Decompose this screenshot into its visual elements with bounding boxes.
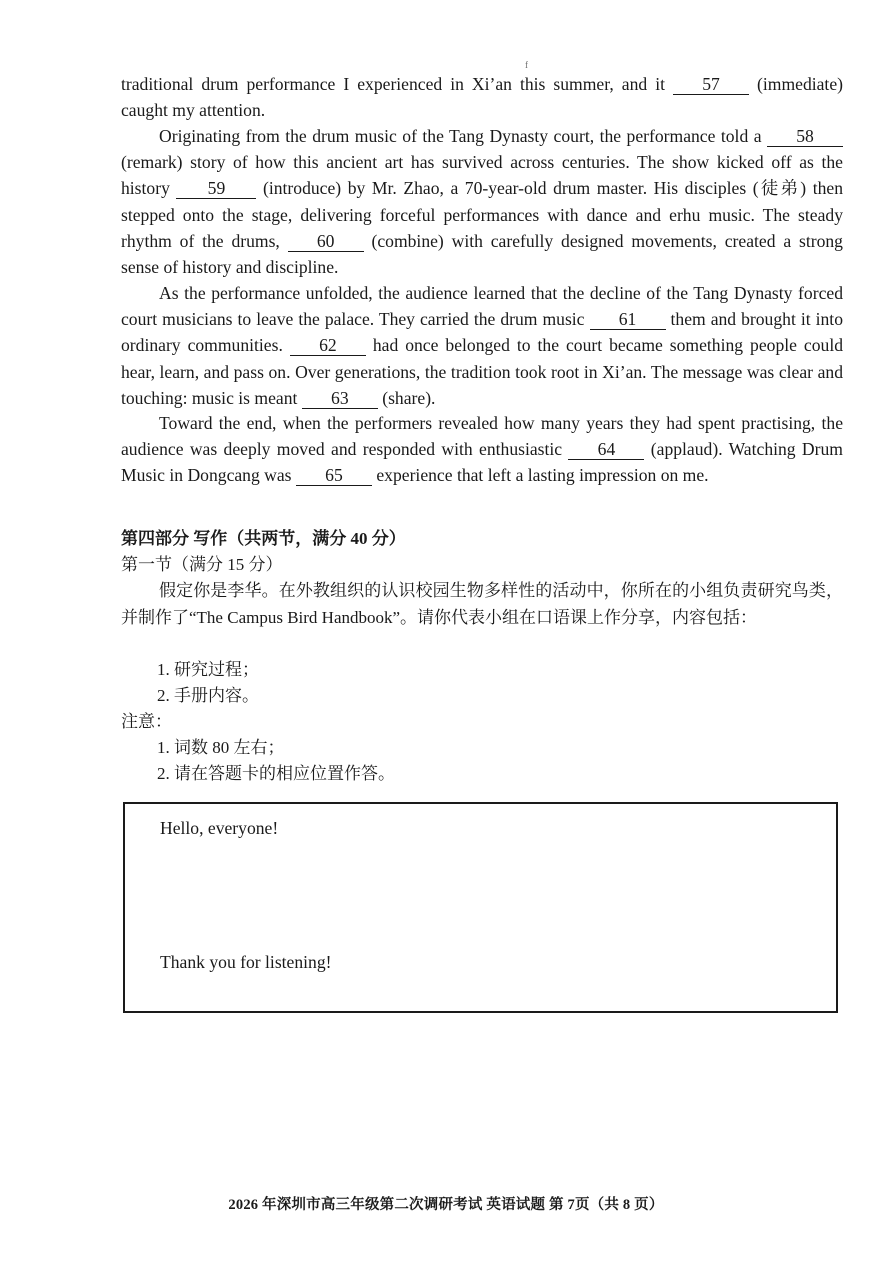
blank-59[interactable]: 59	[176, 178, 256, 199]
stray-mark: f	[525, 60, 528, 70]
part-four-title: 第四部分 写作（共两节，满分 40 分）	[121, 529, 406, 548]
notes-label: 注意：	[121, 712, 172, 731]
blank-61[interactable]: 61	[590, 309, 666, 330]
blank-63[interactable]: 63	[302, 388, 378, 409]
blank-62[interactable]: 62	[290, 335, 366, 356]
passage-paragraph-2: Originating from the drum music of the Tang Dynasty court, the performance told a 58 (remark) story of how this ancient art has survived across centuries. The show kicked off as the history 59 (introduce) by Mr. Zhao, a 70-year-old drum master. His disciples (徒弟) then stepped onto the stage, delivering forceful performances with dance and erhu music. The steady rhythm of the drums, 60 (combine) with carefully designed movements, created a strong sense of history and discipline.	[121, 126, 843, 278]
passage-paragraph-1: traditional drum performance I experienced in Xi’an this summer, and it 57 (immediate) caught my attention.	[121, 74, 843, 121]
blank-64[interactable]: 64	[568, 439, 644, 460]
blank-57[interactable]: 57	[673, 74, 749, 95]
note-item-1: 1. 词数 80 左右；	[157, 738, 285, 757]
page-footer: 2026 年深圳市高三年级第二次调研考试 英语试题 第 7页（共 8 页）	[228, 1197, 664, 1213]
passage-paragraph-3: As the performance unfolded, the audience learned that the decline of the Tang Dynasty forced court musicians to leave the palace. They carried the drum music 61 them and brought it into ordinary communities. 62 had once belonged to the court became something people could hear, learn, and pass on. Over generations, the tradition took root in Xi’an. The message was clear and touching: music is meant 63 (share).	[121, 283, 844, 408]
blank-65[interactable]: 65	[296, 465, 372, 486]
content-item-1: 1. 研究过程；	[157, 660, 259, 679]
section-one-title: 第一节（满分 15 分）	[121, 555, 283, 574]
note-item-2: 2. 请在答题卡的相应位置作答。	[157, 764, 395, 783]
blank-58[interactable]: 58	[767, 126, 843, 147]
answer-box[interactable]	[123, 802, 838, 1013]
blank-60[interactable]: 60	[288, 231, 364, 252]
passage-paragraph-4: Toward the end, when the performers revealed how many years they had spent practising, the audience was deeply moved and responded with enthusiastic 64 (applaud). Watching Drum Music in Dongcang was 65 experience that left a lasting impression on me.	[121, 413, 843, 486]
content-item-2: 2. 手册内容。	[157, 686, 259, 705]
answer-greeting: Hello, everyone!	[160, 818, 279, 838]
writing-prompt: 假定你是李华。在外教组织的认识校园生物多样性的活动中，你所在的小组负责研究鸟类，并制作了“The Campus Bird Handbook”。请你代表小组在口语课上作分享，内容包括：	[121, 581, 843, 627]
answer-closing: Thank you for listening!	[160, 952, 332, 972]
